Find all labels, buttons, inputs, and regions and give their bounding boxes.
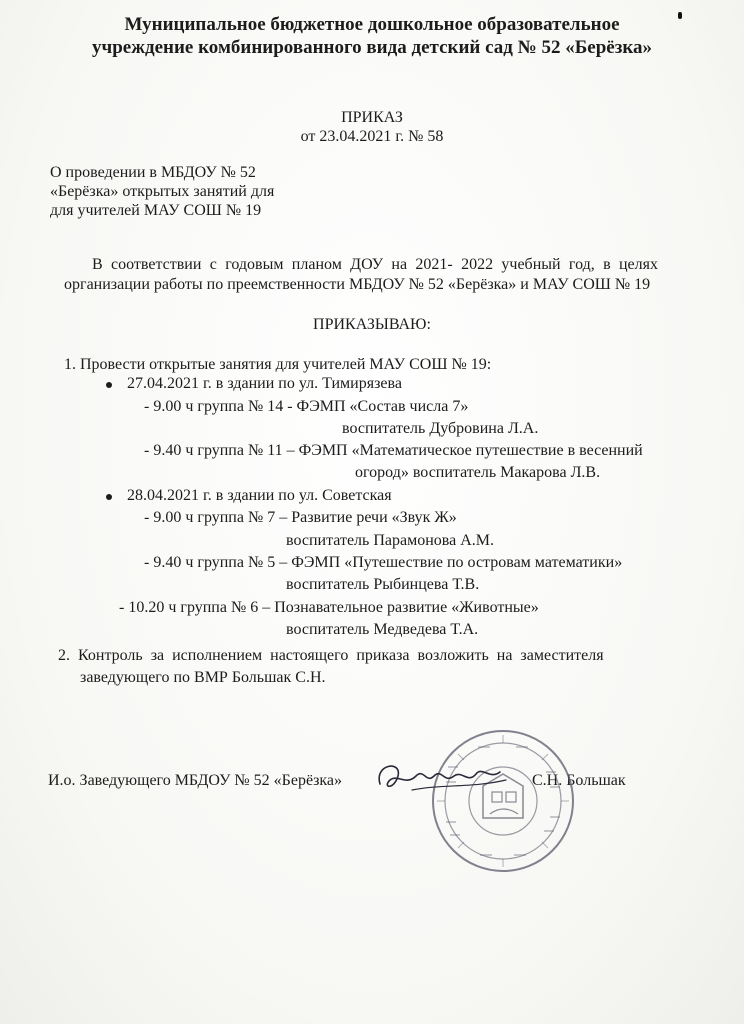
- item-1: 1. Провести открытые занятия для учителей МАУ СОШ № 19:: [64, 356, 492, 373]
- day-1-heading: 27.04.2021 г. в здании по ул. Тимирязева: [127, 375, 402, 392]
- signatory-position: И.о. Заведующего МБДОУ № 52 «Берёзка»: [48, 772, 343, 789]
- subject-line-1: О проведении в МБДОУ № 52: [50, 164, 256, 181]
- day-2-line-2: - 9.40 ч группа № 5 – ФЭМП «Путешествие по островам математики»: [144, 554, 623, 571]
- day-2-line-2-teacher: воспитатель Рыбинцева Т.В.: [286, 576, 480, 593]
- header-line-1: Муниципальное бюджетное дошкольное образовательное: [124, 14, 620, 35]
- bullet-day-2: [106, 494, 112, 500]
- day-1-line-1: - 9.00 ч группа № 14 - ФЭМП «Состав числа 7»: [144, 398, 469, 415]
- item-2-line-1: 2. Контроль за исполнением настоящего приказа возложить на заместителя: [58, 647, 604, 664]
- day-1-line-1-teacher: воспитатель Дубровина Л.А.: [342, 420, 539, 437]
- order-title: ПРИКАЗ: [341, 109, 403, 126]
- day-2-line-3-teacher: воспитатель Медведева Т.А.: [286, 621, 479, 638]
- subject-line-3: для учителей МАУ СОШ № 19: [50, 202, 262, 219]
- day-1-line-2-teacher: огород» воспитатель Макарова Л.В.: [355, 464, 601, 481]
- day-2-line-1-teacher: воспитатель Парамонова А.М.: [286, 532, 494, 549]
- subject-line-2: «Берёзка» открытых занятий для: [50, 183, 275, 200]
- day-2-line-3: - 10.20 ч группа № 6 – Познавательное развитие «Животные»: [119, 599, 539, 616]
- handwritten-signature-icon: [372, 754, 512, 804]
- header-line-2: учреждение комбинированного вида детский сад № 52 «Берёзка»: [92, 37, 652, 58]
- order-date-number: от 23.04.2021 г. № 58: [300, 128, 444, 145]
- bullet-day-1: [106, 382, 112, 388]
- preamble-paragraph: В соответствии с годовым планом ДОУ на 2021- 2022 учебный год, в целях организации работы по преемственности МБДОУ № 52 «Берёзка» и МАУ СОШ № 19: [64, 256, 658, 293]
- day-2-line-1: - 9.00 ч группа № 7 – Развитие речи «Звук Ж»: [144, 509, 457, 526]
- item-2-line-2: заведующего по ВМР Большак С.Н.: [80, 669, 326, 686]
- day-2-heading: 28.04.2021 г. в здании по ул. Советская: [127, 487, 392, 504]
- signatory-name: С.Н. Большак: [532, 772, 626, 789]
- day-1-line-2: - 9.40 ч группа № 11 – ФЭМП «Математическое путешествие в весенний: [144, 442, 643, 459]
- command-heading: ПРИКАЗЫВАЮ:: [313, 316, 431, 333]
